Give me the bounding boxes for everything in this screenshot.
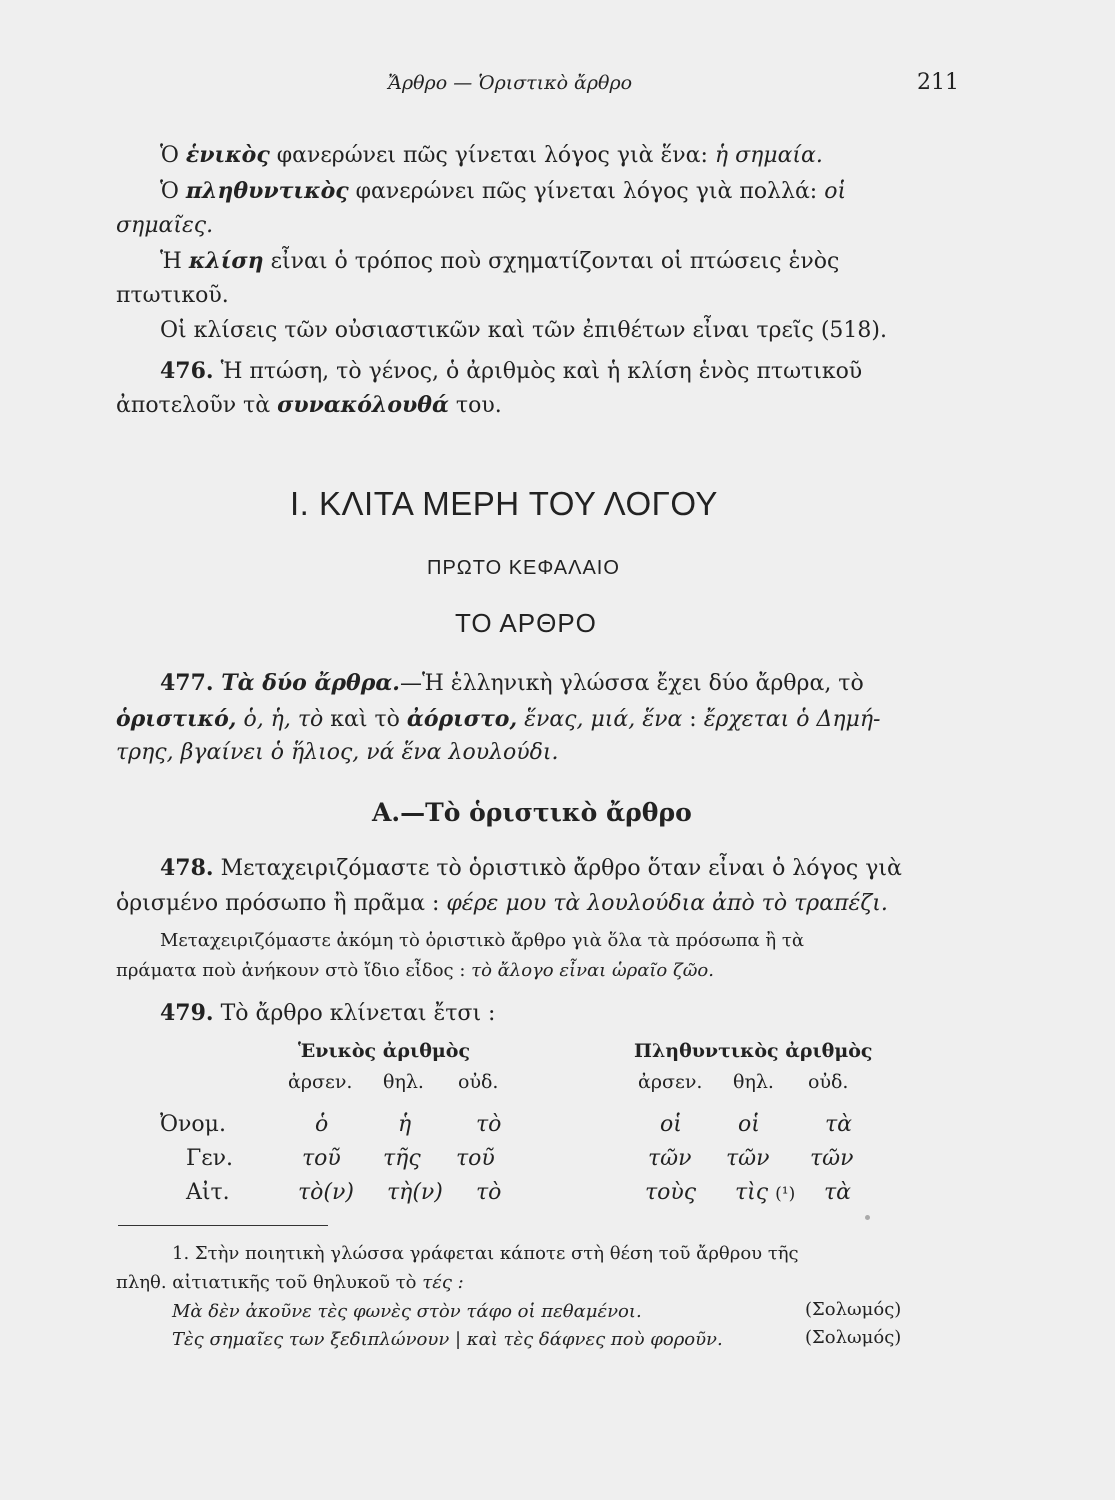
table-cell: τῶν [648, 1146, 692, 1171]
singular-header: Ἑνικὸς ἀριθμὸς [298, 1040, 471, 1062]
table-cell: τῶν [726, 1146, 770, 1171]
article-title: ΤΟ ΑΡΘΡΟ [455, 608, 597, 638]
paragraph-declensions-count: Οἱ κλίσεις τῶν οὐσιαστικῶν καὶ τῶν ἐπιθέτων εἶναι τρεῖς (518). [160, 318, 887, 343]
footnote-quote2: Τὲς σημαῖες των ξεδιπλώνουν | καὶ τὲς δάφνες ποὺ φοροῦν. [172, 1329, 723, 1350]
gender-label: οὐδ. [458, 1071, 499, 1093]
case-label: Ὀνομ. [160, 1112, 226, 1137]
paragraph-479: 479. Τὸ ἄρθρο κλίνεται ἔτσι : [160, 1000, 496, 1026]
footnote-divider [118, 1225, 328, 1226]
chapter-title: ΠΡΩΤΟ ΚΕΦΑΛΑΙΟ [427, 557, 620, 579]
paragraph-477-line2: ὁριστικό, ὁ, ἡ, τὸ καὶ τὸ ἀόριστο, ἕνας, μιά, ἕνα : ἔρχεται ὁ Δημή- [116, 706, 881, 732]
paragraph-477: 477. Τὰ δύο ἄρθρα.—Ἡ ἑλληνικὴ γλώσσα ἔχει δύο ἄρθρα, τὸ [160, 670, 864, 696]
table-cell: τῆς [383, 1146, 421, 1171]
paragraph-476: 476. Ἡ πτώση, τὸ γένος, ὁ ἀριθμὸς καὶ ἡ κλίση ἑνὸς πτωτικοῦ [160, 358, 863, 384]
table-cell: τοὺς [645, 1180, 697, 1205]
gender-label: ἀρσεν. [638, 1071, 703, 1093]
paragraph-plural: Ὁ πληθυντικὸς φανερώνει πῶς γίνεται λόγος γιὰ πολλά: οἱ [160, 178, 847, 204]
table-cell: τῶν [810, 1146, 854, 1171]
paragraph-477-line3: τρης, βγαίνει ὁ ἥλιος, νά ἕνα λουλούδι. [116, 740, 559, 765]
paragraph-singular: Ὁ ἑνικὸς φανερώνει πῶς γίνεται λόγος γιὰ ἕνα: ἡ σημαία. [160, 142, 823, 168]
table-cell: τὸ [476, 1112, 502, 1137]
running-title: Ἄρθρο — Ὁριστικὸ ἄρθρο [388, 72, 633, 94]
footnote-line2: πληθ. αἰτιατικῆς τοῦ θηλυκοῦ τὸ τές : [116, 1272, 464, 1293]
print-speck [865, 1215, 870, 1220]
paragraph-declension: Ἡ κλίση εἶναι ὁ τρόπος ποὺ σχηματίζονται οἱ πτώσεις ἑνὸς [160, 248, 840, 274]
paragraph-plural-cont: σημαῖες. [116, 213, 214, 238]
table-cell: τὶς (¹) [735, 1180, 796, 1205]
footnote-attr1: (Σολωμός) [805, 1299, 902, 1320]
table-cell: τὸ(ν) [298, 1180, 354, 1205]
table-cell: ἡ [398, 1112, 412, 1137]
paragraph-478-line2: ὁρισμένο πρόσωπο ἢ πρᾶμα : φέρε μου τὰ λουλούδια ἀπὸ τὸ τραπέζι. [116, 891, 888, 916]
plural-header: Πληθυντικὸς ἀριθμὸς [634, 1040, 873, 1062]
gender-label: ἀρσεν. [288, 1071, 353, 1093]
table-cell: τὴ(ν) [387, 1180, 443, 1205]
note-478-line1: Μεταχειριζόμαστε ἀκόμη τὸ ὁριστικὸ ἄρθρο γιὰ ὅλα τὰ πρόσωπα ἢ τὰ [160, 930, 804, 951]
subsection-title: Α.—Τὸ ὁριστικὸ ἄρθρο [372, 798, 692, 827]
table-cell: τὰ [825, 1112, 853, 1137]
table-cell: τοῦ [302, 1146, 341, 1171]
footnote-line1: 1. Στὴν ποιητικὴ γλώσσα γράφεται κάποτε στὴ θέση τοῦ ἄρθρου τῆς [172, 1243, 799, 1264]
case-label: Αἰτ. [186, 1180, 230, 1205]
page-number: 211 [917, 70, 959, 95]
paragraph-declension-cont: πτωτικοῦ. [116, 283, 229, 308]
table-cell: τὰ [824, 1180, 852, 1205]
gender-label: θηλ. [383, 1071, 424, 1093]
table-cell: οἱ [738, 1112, 760, 1137]
footnote-marker[interactable]: (¹) [775, 1184, 796, 1204]
table-cell: τοῦ [456, 1146, 495, 1171]
footnote-attr2: (Σολωμός) [805, 1327, 902, 1348]
table-cell: οἱ [660, 1112, 682, 1137]
paragraph-478: 478. Μεταχειριζόμαστε τὸ ὁριστικὸ ἄρθρο ὅταν εἶναι ὁ λόγος γιὰ [160, 855, 902, 881]
table-cell: ὁ [315, 1112, 329, 1137]
section-title: I. ΚΛΙΤΑ ΜΕΡΗ ΤΟΥ ΛΟΓΟΥ [290, 485, 718, 522]
footnote-quote1: Μὰ δὲν ἀκοῦνε τὲς φωνὲς στὸν τάφο οἱ πεθαμένοι. [172, 1301, 642, 1322]
table-cell: τὸ [476, 1180, 502, 1205]
note-478-line2: πράματα ποὺ ἀνήκουν στὸ ἴδιο εἶδος : τὸ ἄλογο εἶναι ὡραῖο ζῶο. [116, 960, 714, 981]
gender-label: οὐδ. [808, 1071, 849, 1093]
gender-label: θηλ. [733, 1071, 774, 1093]
case-label: Γεν. [186, 1146, 234, 1171]
paragraph-476-cont: ἀποτελοῦν τὰ συνακόλουθά του. [116, 392, 502, 418]
